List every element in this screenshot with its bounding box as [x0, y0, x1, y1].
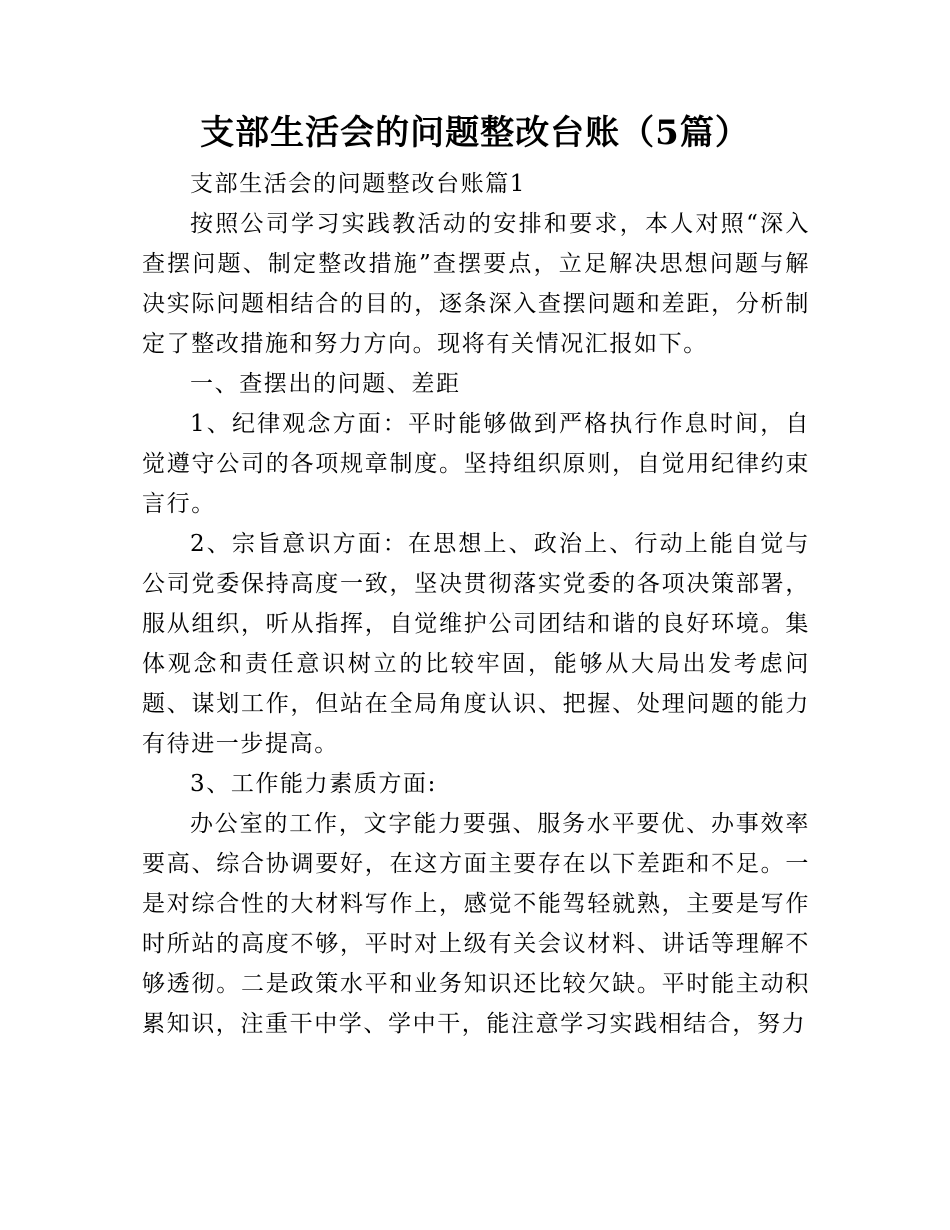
- subsection-heading: 一、查摆出的问题、差距: [190, 371, 461, 397]
- paragraph: 1、纪律观念方面：平时能够做到严格执行作息时间，自觉遵守公司的各项规章制度。坚持组织原则，自觉用纪律约束言行。: [142, 411, 810, 517]
- paragraph: 办公室的工作，文字能力要强、服务水平要优、办事效率要高、综合协调要好，在这方面主要存在以下差距和不足。一是对综合性的大材料写作上，感觉不能驾轻就熟，主要是写作时所站的高度不够，平时对上级有关会议材料、讲话等理解不够透彻。二是政策水平和业务知识还比较欠缺。平时能主动积累知识，注重干中学、学中干，能注意学习实践相结合，努力: [142, 811, 810, 1037]
- paragraph: 按照公司学习实践教活动的安排和要求，本人对照“深入查摆问题、制定整改措施”查摆要点，立足解决思想问题与解决实际问题相结合的目的，逐条深入查摆问题和差距，分析制定了整改措施和努力方向。现将有关情况汇报如下。: [142, 211, 810, 357]
- document-body: [142, 164, 810, 1044]
- document-title: 支部生活会的问题整改台账（5篇）: [200, 113, 750, 153]
- subsection-heading: 3、工作能力素质方面:: [190, 771, 437, 797]
- paragraph: 2、宗旨意识方面：在思想上、政治上、行动上能自觉与公司党委保持高度一致，坚决贯彻落实党委的各项决策部署，服从组织，听从指挥，自觉维护公司团结和谐的良好环境。集体观念和责任意识树立的比较牢固，能够从大局出发考虑问题、谋划工作，但站在全局角度认识、把握、处理问题的能力有待进一步提高。: [142, 531, 810, 757]
- section-heading: 支部生活会的问题整改台账篇1: [190, 171, 527, 197]
